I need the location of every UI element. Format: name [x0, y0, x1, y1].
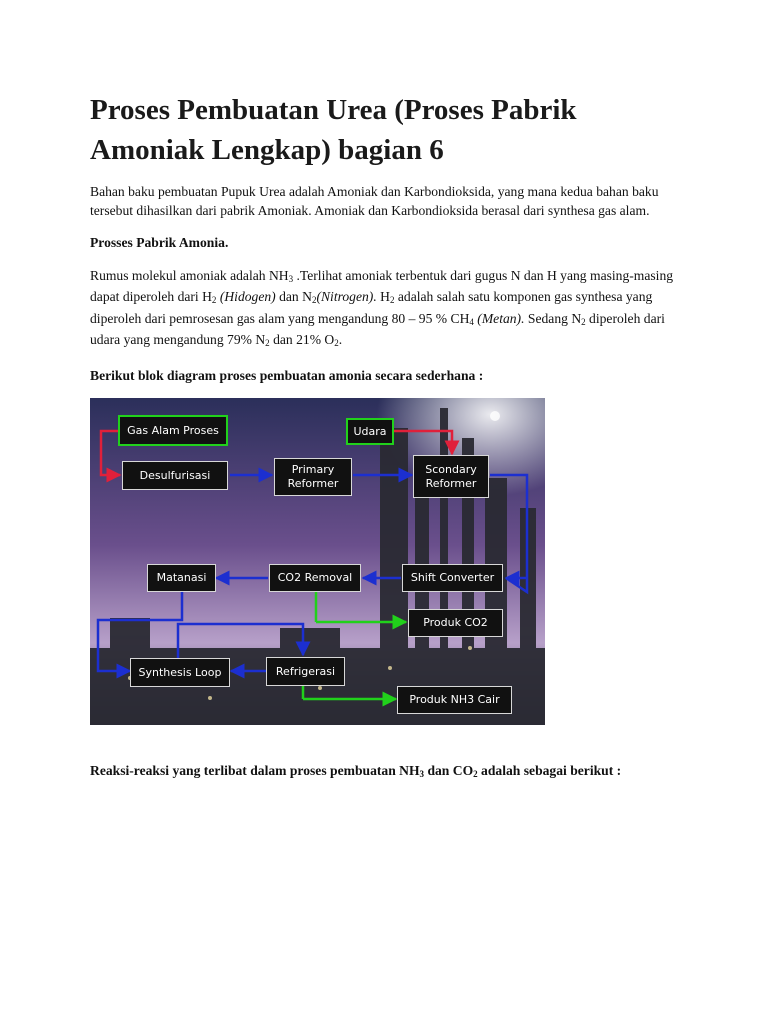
scondary-reformer-box: Scondary Reformer — [413, 455, 489, 498]
gas-alam-box: Gas Alam Proses — [118, 415, 228, 446]
ammonia-block-diagram — [90, 398, 545, 725]
produk-co2-box: Produk CO2 — [408, 609, 503, 637]
refrigerasi-box: Refrigerasi — [266, 657, 345, 686]
molecule-paragraph: Rumus molekul amoniak adalah $NH_3$ .Terlihat amoniak terbentuk dari gugus N dan H yang masing-masing dapat diperoleh dari $H_2$ (Hidogen) dan $N_2(Nitrogen)$. $H_2$ adalah salah satu komponen gas synthesa yang diperoleh dari pemrosesan gas alam yang mengandung 80 – 95 % $CH_4$ (Metan). Sedang $N_2$ diperoleh dari udara yang mengandung 79% $N_2$ dan 21% $O_2$. — [90, 267, 674, 348]
produk-nh3-box: Produk NH3 Cair — [397, 686, 512, 714]
shift-converter-box: Shift Converter — [402, 564, 503, 592]
udara-box: Udara — [346, 418, 394, 445]
desulfurisasi-box: Desulfurisasi — [122, 461, 228, 490]
co2-removal-box: CO2 Removal — [269, 564, 361, 592]
matanasi-box: Matanasi — [147, 564, 216, 592]
section-heading: Prosses Pabrik Amonia. — [90, 235, 229, 250]
synthesis-loop-box: Synthesis Loop — [130, 658, 230, 687]
reactions-intro: Reaksi-reaksi yang terlibat dalam proses pembuatan $NH_3$ dan $CO_2$ adalah sebagai berikut : — [90, 763, 622, 779]
page-title: Proses Pembuatan Urea (Proses Pabrik Amoniak Lengkap) bagian 6 — [90, 94, 577, 166]
diagram-intro: Berikut blok diagram proses pembuatan amonia secara sederhana : — [90, 367, 484, 383]
primary-reformer-box: Primary Reformer — [274, 458, 352, 496]
document-page — [90, 90, 690, 725]
intro-paragraph: Bahan baku pembuatan Pupuk Urea adalah Amoniak dan Karbondioksida, yang mana kedua bahan baku tersebut dihasilkan dari pabrik Amoniak. Amoniak dan Karbondioksida berasal dari synthesa gas alam. — [90, 184, 659, 218]
